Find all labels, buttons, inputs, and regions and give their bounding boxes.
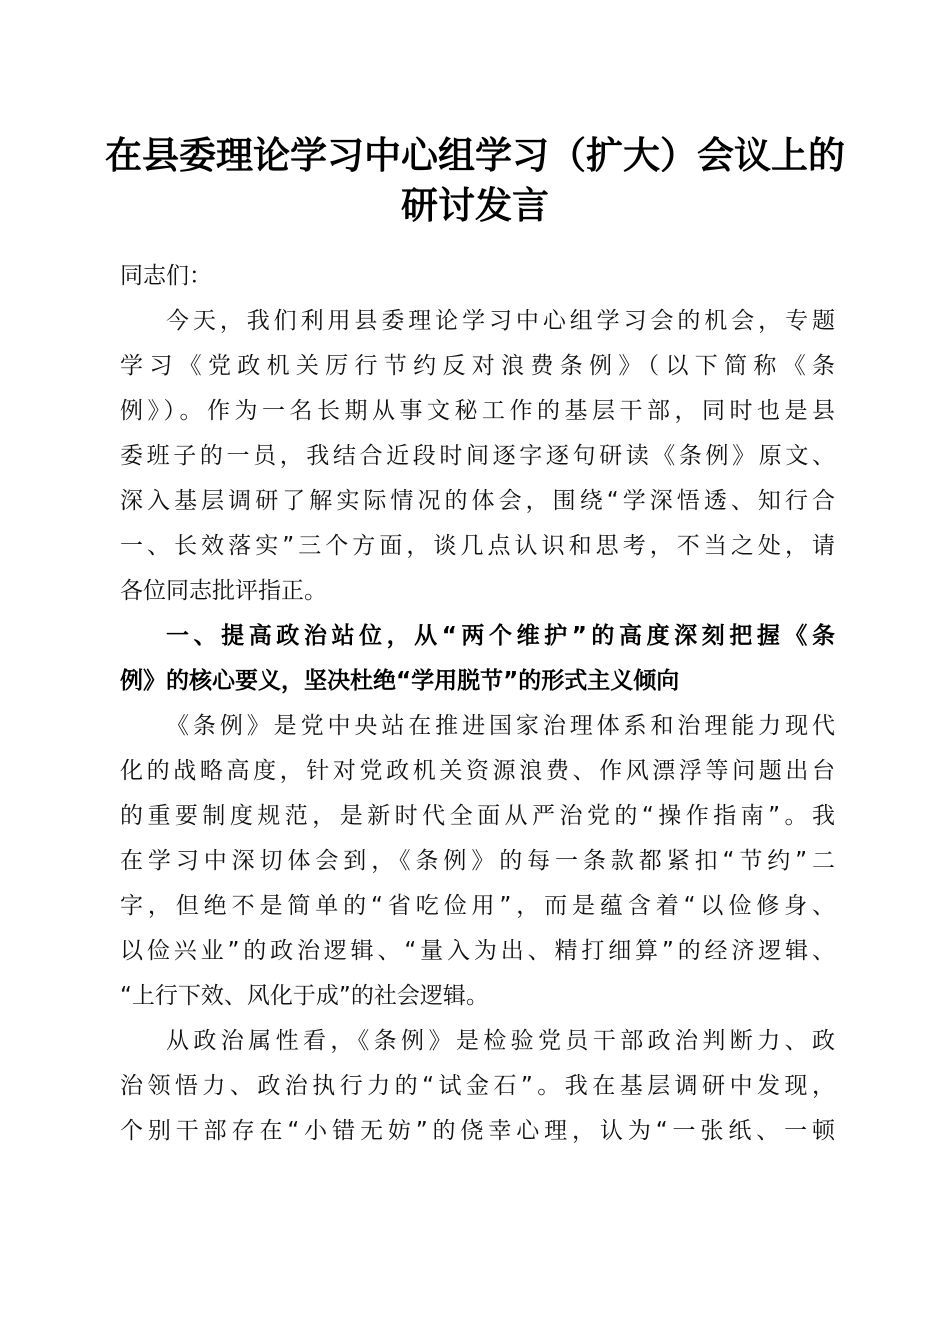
document-body: [120, 254, 835, 1154]
paragraph-line: 化的战略高度，针对党政机关资源浪费、作风漂浮等问题出台: [120, 758, 835, 784]
body-paragraph: [120, 704, 835, 1019]
paragraph-line: “上行下效、风化于成”的社会逻辑。: [120, 983, 489, 1009]
paragraph-line: 各位同志批评指正。: [120, 578, 327, 604]
paragraph-line: 字，但绝不是简单的“省吃俭用”，而是蕴含着“以俭修身、: [120, 893, 835, 919]
intro-paragraph: [120, 299, 835, 614]
paragraph-line: 学习《党政机关厉行节约反对浪费条例》（以下简称《条: [120, 353, 835, 379]
paragraph-line: 例》）。作为一名长期从事文秘工作的基层干部，同时也是县: [120, 398, 835, 424]
heading-line: 例》的核心要义，坚决杜绝“学用脱节”的形式主义倾向: [120, 668, 680, 694]
paragraph-line: 在学习中深切体会到，《条例》的每一条款都紧扣“节约”二: [120, 848, 835, 874]
paragraph-line: 以俭兴业”的政治逻辑、“量入为出、精打细算”的经济逻辑、: [120, 938, 835, 964]
paragraph-line: 的重要制度规范，是新时代全面从严治党的“操作指南”。我: [120, 803, 835, 829]
paragraph-line: 从政治属性看，《条例》是检验党员干部政治判断力、政: [166, 1028, 835, 1054]
section-heading: [120, 614, 835, 704]
paragraph-line: 个别干部存在“小错无妨”的侥幸心理，认为“一张纸、一顿: [120, 1118, 835, 1144]
paragraph-line: 一、长效落实”三个方面，谈几点认识和思考，不当之处，请: [120, 533, 835, 559]
paragraph-line: 今天，我们利用县委理论学习中心组学习会的机会，专题: [166, 308, 835, 334]
heading-line: 一、提高政治站位，从“两个维护”的高度深刻把握《条: [166, 623, 835, 649]
paragraph-line: 《条例》是党中央站在推进国家治理体系和治理能力现代: [166, 713, 835, 739]
paragraph-line: 深入基层调研了解实际情况的体会，围绕“学深悟透、知行合: [120, 488, 835, 514]
document-title: [100, 130, 850, 230]
title-line: 在县委理论学习中心组学习（扩大）会议上的: [105, 133, 845, 177]
paragraph-line: 委班子的一员，我结合近段时间逐字逐句研读《条例》原文、: [120, 443, 835, 469]
body-paragraph: [120, 1019, 835, 1154]
salutation: 同志们：: [120, 263, 212, 289]
paragraph-line: 治领悟力、政治执行力的“试金石”。我在基层调研中发现，: [120, 1073, 835, 1099]
title-line: 研讨发言: [401, 183, 549, 227]
